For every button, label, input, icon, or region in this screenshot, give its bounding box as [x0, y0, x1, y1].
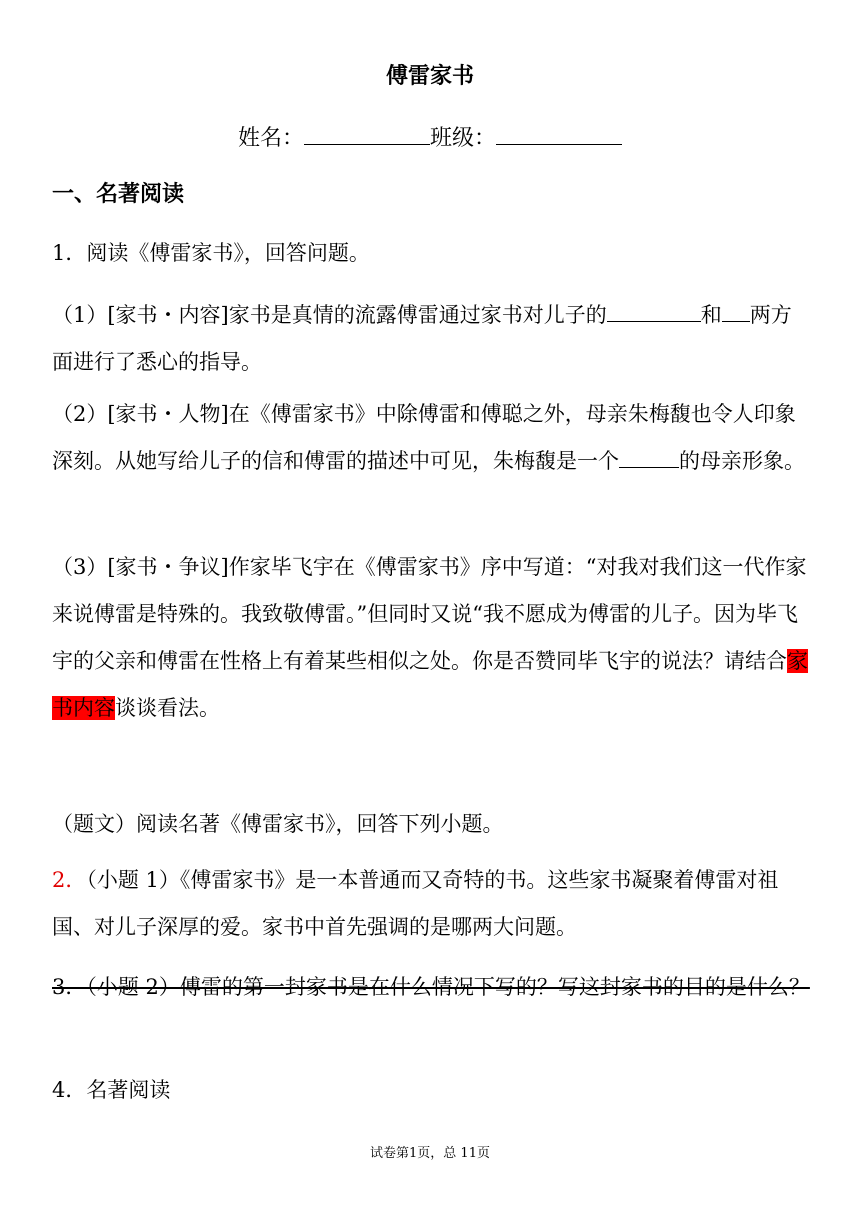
- q1p1-blank-2[interactable]: [722, 297, 750, 322]
- question-2-text: （小题 1）《傅雷家书》是一本普通而又奇特的书。这些家书凝聚着傅雷对祖国、对儿子深厚的爱。家书中首先强调的是哪两大问题。: [52, 868, 779, 939]
- page-footer: 试卷第1页，总 11页: [370, 1146, 490, 1161]
- class-label: 班级：: [430, 126, 497, 151]
- question-2: [52, 857, 812, 951]
- passage-intro: （题文）阅读名著《傅雷家书》，回答下列小题。: [52, 812, 504, 836]
- q1p2-text: （2）[家书・人物]在《傅雷家书》中除傅雷和傅聪之外，母亲朱梅馥也令人印象深刻。从她写给儿子的信和傅雷的描述中可见，朱梅馥是一个: [52, 402, 796, 473]
- name-class-row: [0, 120, 860, 154]
- q1p3-text: （3）[家书・争议]作家毕飞宇在《傅雷家书》序中写道：“对我对我们这一代作家来说傅雷是特殊的。我致敬傅雷。”但同时又说“我不愿成为傅雷的儿子。因为毕飞宇的父亲和傅雷在性格上有着某些相似之处。你是否赞同毕飞宇的说法？请结合: [52, 555, 807, 673]
- question-3-struck: 3．（小题 2）傅雷的第一封家书是在什么情况下写的？写这封家书的目的是什么？: [52, 975, 810, 999]
- highlighted-text: 家书内容: [52, 649, 808, 720]
- q1p3-tail: 谈谈看法。: [115, 696, 220, 720]
- class-blank[interactable]: [496, 120, 622, 145]
- q1p1-blank-1[interactable]: [607, 297, 701, 322]
- name-label: 姓名：: [237, 126, 304, 151]
- q1p2-blank[interactable]: [619, 443, 679, 468]
- section-heading: 一、名著阅读: [52, 182, 185, 207]
- name-blank[interactable]: [304, 120, 430, 145]
- question-4: 4．名著阅读: [52, 1078, 171, 1102]
- q1p1-text: （1）[家书・内容]家书是真情的流露傅雷通过家书对儿子的: [52, 303, 607, 327]
- q1p2-tail: 的母亲形象。: [679, 449, 805, 473]
- q1p1-tail: 两方面进行了悉心的指导。: [52, 303, 792, 374]
- question-1-part-3: [52, 544, 812, 732]
- question-2-number: 2．: [52, 868, 87, 892]
- question-1-stem: 1．阅读《傅雷家书》，回答问题。: [52, 241, 370, 265]
- question-1-part-2: [52, 391, 812, 485]
- document-title: 傅雷家书: [385, 64, 474, 89]
- q1p1-and: 和: [700, 303, 722, 327]
- question-1-part-1: [52, 292, 812, 386]
